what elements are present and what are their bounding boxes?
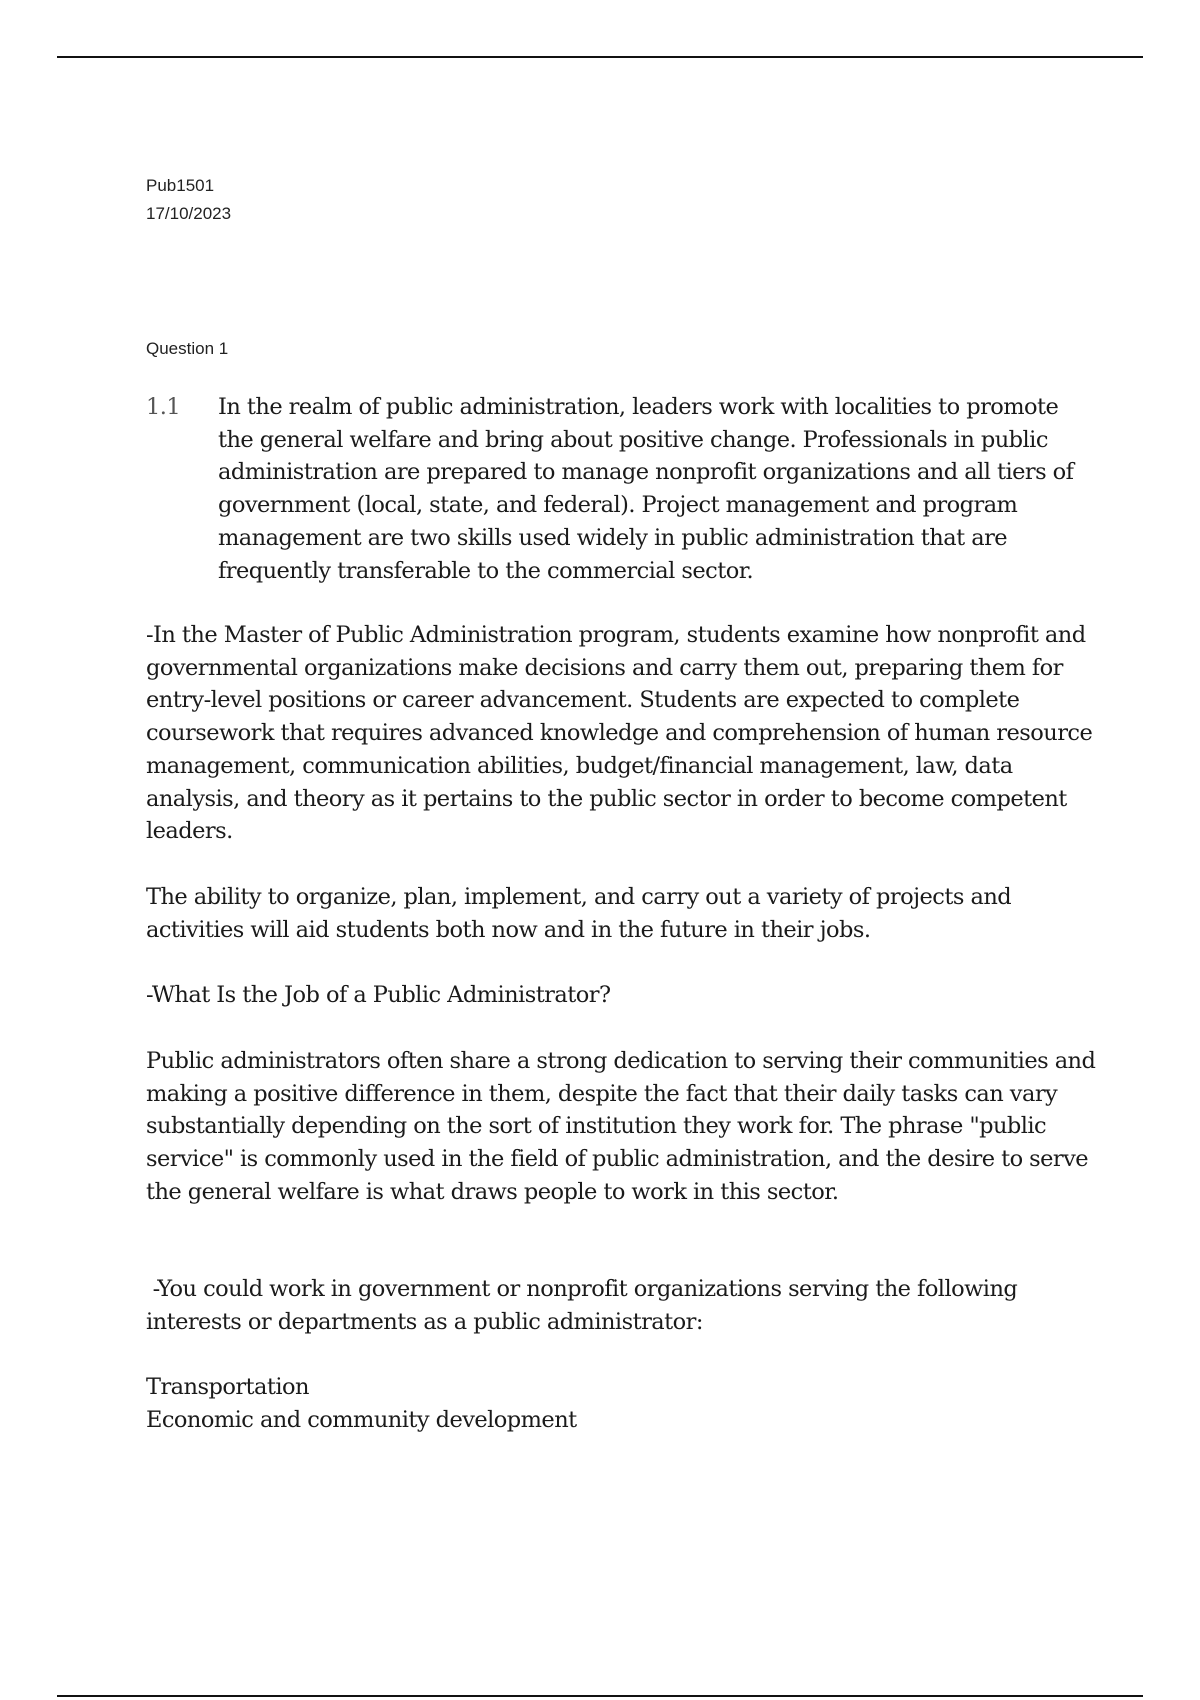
job-heading <box>146 979 1096 1012</box>
list-item: Transportation <box>146 1374 309 1400</box>
bottom-rule <box>57 1695 1143 1697</box>
document-header <box>146 172 231 228</box>
document-date: 17/10/2023 <box>146 204 232 223</box>
question-item <box>146 391 1106 587</box>
course-code: Pub1501 <box>146 176 215 195</box>
public-admins-paragraph <box>146 1045 1096 1209</box>
mpa-program-paragraph <box>146 619 1096 848</box>
departments-list <box>146 1371 1096 1436</box>
paragraph-text: Public administrators often share a strong dedication to serving their communities and making a positive difference in them, despite the fact that their daily tasks can vary substantially depending on the sort of institution they work for. The phrase "public service" is commonly used in the field of public administration, and the desire to serve the general welfare is what draws people to work in this sector. <box>146 1048 1096 1205</box>
top-rule <box>57 56 1143 58</box>
paragraph-text: The ability to organize, plan, implement, and carry out a variety of projects and activities will aid students both now and in the future in their jobs. <box>146 884 1012 943</box>
question-heading: Question 1 <box>146 339 229 358</box>
ability-paragraph <box>146 881 1096 946</box>
item-number: 1.1 <box>146 394 181 420</box>
paragraph-text: -In the Master of Public Administration program, students examine how nonprofit and governmental organizations make decisions and carry them out, preparing them for entry-level positions or career advancement. Students are expected to complete coursework that requires advanced knowledge and comprehension of human resource management, communication abilities, budget/financial management, law, data analysis, and theory as it pertains to the public sector in order to become competent leaders. <box>146 622 1093 845</box>
list-item: Economic and community development <box>146 1406 577 1433</box>
paragraph-text: -You could work in government or nonprofit organizations serving the following interests or departments as a public administrator: <box>146 1276 1024 1335</box>
work-intro-paragraph <box>146 1273 1096 1338</box>
item-text: In the realm of public administration, leaders work with localities to promote the general welfare and bring about positive change. Professionals in public administration are prepared to manage nonprofit organizations and all tiers of government (local, state, and federal). Project management and program management are two skills used widely in public administration that are frequently transferable to the commercial sector. <box>218 394 1074 584</box>
subheading-text: -What Is the Job of a Public Administrator? <box>146 982 611 1008</box>
